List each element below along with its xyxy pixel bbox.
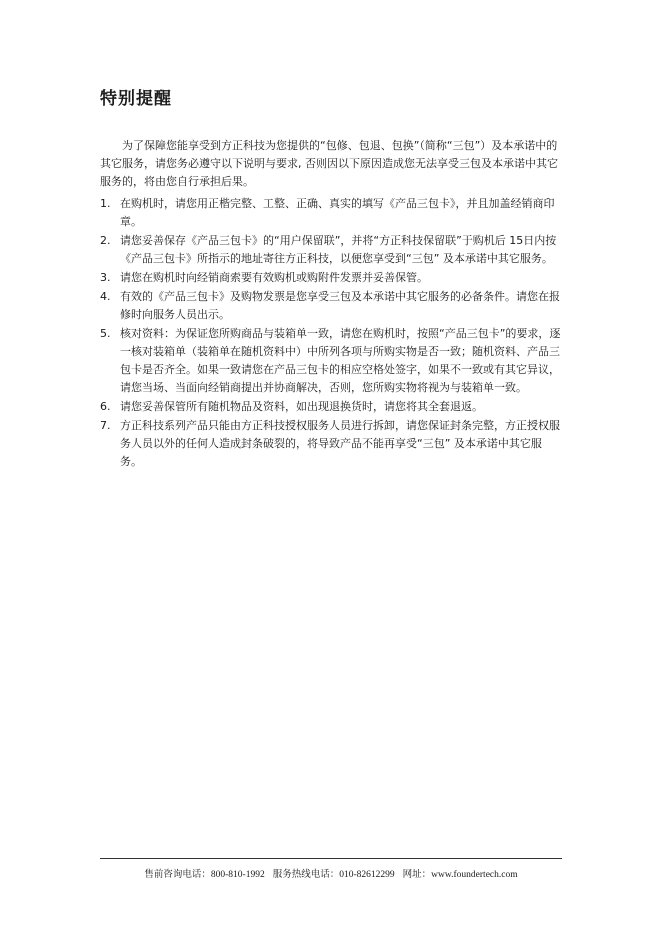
list-item-text: 请您在购机时向经销商索要有效购机或购附件发票并妥善保管。 xyxy=(120,271,428,284)
list-item-text: 请您妥善保存《产品三包卡》的“用户保留联”，并将“方正科技保留联”于购机后 15日内按《产品三包卡》所指示的地址寄往方正科技，以便您享受到“三包” 及本承诺中其它服务。 xyxy=(120,234,557,265)
list-item-number: 5. xyxy=(100,327,111,340)
website-label: 网址： xyxy=(402,869,432,880)
list-item-text: 请您妥善保管所有随机物品及资料，如出现退换货时，请您将其全套退返。 xyxy=(120,400,483,413)
hotline-phone: 010-82612299 xyxy=(339,870,395,880)
list-item-number: 7. xyxy=(100,419,111,432)
presale-phone: 800-810-1992 xyxy=(210,870,265,880)
list-item xyxy=(100,232,562,268)
page-title: 特别提醒 xyxy=(100,89,172,109)
list-item-text: 有效的《产品三包卡》及购物发票是您享受三包及本承诺中其它服务的必备条件。请您在报修时向服务人员出示。 xyxy=(120,290,560,321)
list-item xyxy=(100,325,562,397)
intro-paragraph: 为了保障您能享受到方正科技为您提供的“包修、包退、包换”（简称“三包”）及本承诺中的其它服务，请您务必遵守以下说明与要求, 否则因以下原因造成您无法享受三包及本承诺中其它服务的，将由您自行承担后果。 xyxy=(100,139,558,188)
list-item-text: 方正科技系列产品只能由方正科技授权服务人员进行拆卸，请您保证封条完整，方正授权服务人员以外的任何人造成封条破裂的，将导致产品不能再享受“三包” 及本承诺中其它服务。 xyxy=(120,419,560,468)
list-item-number: 4. xyxy=(100,290,111,303)
list-item xyxy=(100,417,562,471)
list-item-text: 核对资料：为保证您所购商品与装箱单一致，请您在购机时，按照“产品三包卡”的要求，逐一核对装箱单（装箱单在随机资料中）中所列各项与所购实物是否一致；随机资料、产品三包卡是否齐全。如果一致请您在产品三包卡的相应空格处签字，如果不一致或有其它异议，请您当场、当面向经销商提出并协商解决，否则，您所购实物将视为与装箱单一致。 xyxy=(120,327,561,394)
list-item-number: 1. xyxy=(100,197,111,210)
list-item-text: 在购机时，请您用正楷完整、工整、正确、真实的填写《产品三包卡》，并且加盖经销商印章。 xyxy=(120,197,555,228)
website-link[interactable]: www.foundertech.com xyxy=(431,870,518,880)
list-item-number: 3. xyxy=(100,271,111,284)
list-item xyxy=(100,398,562,416)
hotline-label: 服务热线电话： xyxy=(272,869,340,880)
list-item xyxy=(100,195,562,231)
list-item-number: 2. xyxy=(100,234,111,247)
presale-label: 售前咨询电话： xyxy=(144,869,211,880)
list-item xyxy=(100,288,562,324)
footer-contact xyxy=(100,866,562,880)
rules-list xyxy=(100,195,562,472)
footer-divider xyxy=(100,858,562,859)
list-item-number: 6. xyxy=(100,400,111,413)
list-item xyxy=(100,269,562,287)
